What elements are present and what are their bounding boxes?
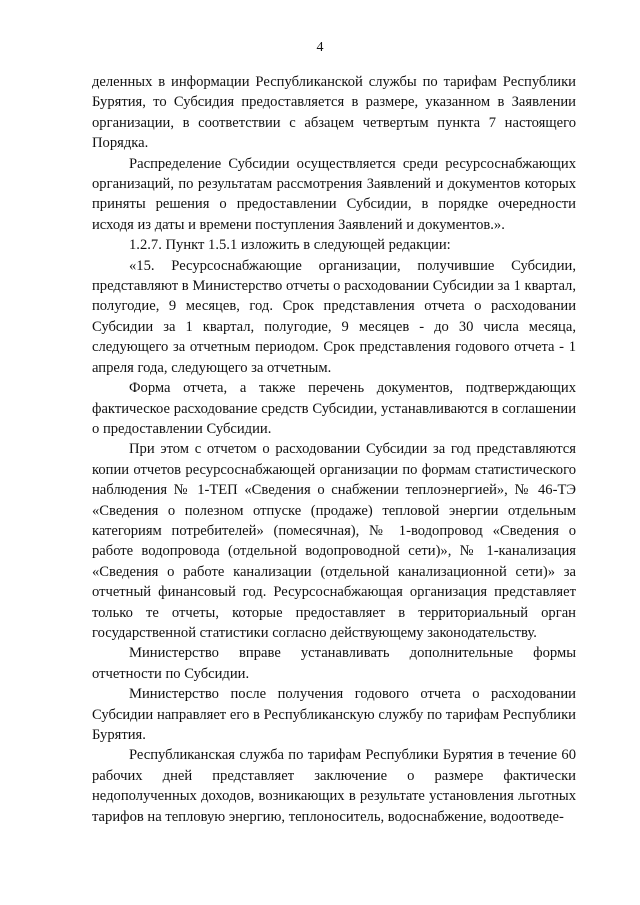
paragraph: Министерство после получения годового отчета о расходовании Субсидии направляет его в Республиканскую службу по тарифам Республики Бурятия. [92,686,576,743]
paragraph: Распределение Субсидии осуществляется среди ресурсоснабжающих организаций, по результатам рассмотрения Заявлений и документов которых приняты решения о предоставлении Субсидии, в порядке очередности исходя из даты и времени поступления Заявлений и документов.». [92,155,576,233]
paragraph: Форма отчета, а также перечень документов, подтверждающих фактическое расходование средств Субсидии, устанавливаются в соглашении о предоставлении Субсидии. [92,380,576,437]
paragraph: При этом с отчетом о расходовании Субсидии за год представляются копии отчетов ресурсоснабжающей организации по формам статистического наблюдения № 1-ТЕП «Сведения о снабжении теплоэнергией», № 46-ТЭ «Сведения о полезном отпуске (продаже) тепловой энергии отдельным категориям потребителей» (помесячная), № 1-водопровод «Сведения о работе водопровода (отдельной водопроводной сети)», № 1-канализация «Сведения о работе канализации (отдельной канализационной сети)» за отчетный финансовый год. Ресурсоснабжающая организация представляет только те отчеты, которые предоставляет в территориальный орган государственной статистики согласно действующему законодательству. [92,441,576,641]
page-number: 4 [316,40,324,55]
paragraph: деленных в информации Республиканской службы по тарифам Республики Бурятия, то Субсидия предоставляется в размере, указанном в Заявлении организации, в соответствии с абзацем четвертым пункта 7 настоящего Порядка. [92,74,576,152]
paragraph: Республиканская служба по тарифам Республики Бурятия в течение 60 рабочих дней представляет заключение о размере фактически недополученных доходов, возникающих в результате установления льготных тарифов на тепловую энергию, теплоноситель, водоснабжение, водоотведе- [92,747,576,825]
document-body [92,72,576,827]
paragraph: Министерство вправе устанавливать дополнительные формы отчетности по Субсидии. [92,645,576,682]
paragraph: «15. Ресурсоснабжающие организации, получившие Субсидии, представляют в Министерство отчеты о расходовании Субсидии за 1 квартал, полугодие, 9 месяцев, год. Срок представления отчета о расходовании Субсидии за 1 квартал, полугодие, 9 месяцев - до 30 числа месяца, следующего за отчетным периодом. Срок представления годового отчета - 1 апреля года, следующего за отчетным. [92,257,576,376]
paragraph: 1.2.7. Пункт 1.5.1 изложить в следующей редакции: [129,237,451,254]
